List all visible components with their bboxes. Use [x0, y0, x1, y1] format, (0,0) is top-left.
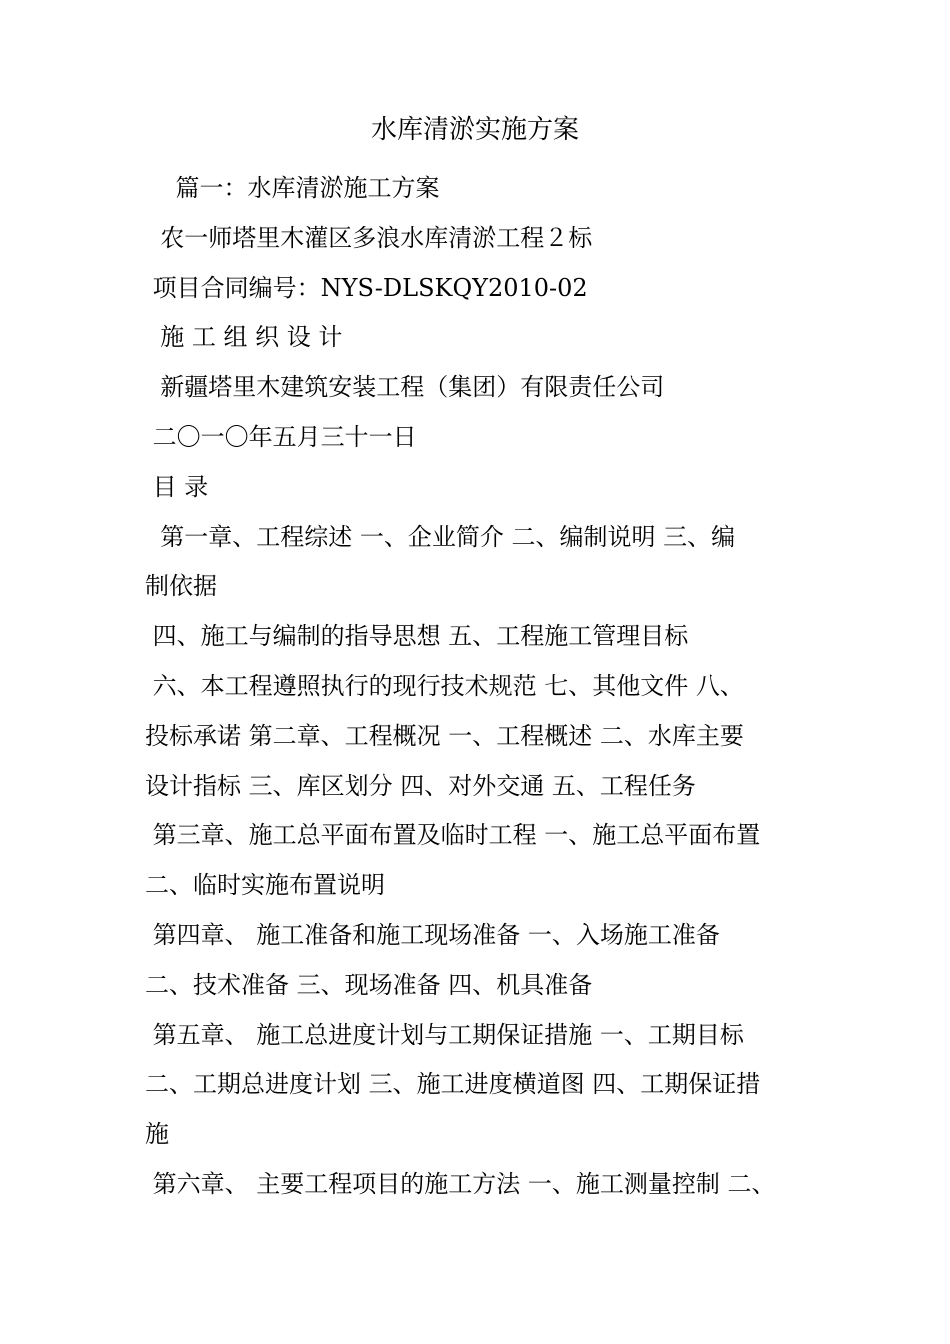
text-line: 第六章、 主要工程项目的施工方法 一、施工测量控制 二、: [145, 1169, 776, 1198]
text-line: 篇一：水库清淤施工方案: [145, 174, 440, 202]
text-line: 第三章、施工总平面布置及临时工程 一、施工总平面布置: [145, 821, 761, 850]
text-line: 二〇一〇年五月三十一日: [145, 422, 417, 451]
text-line: 农一师塔里木灌区多浪水库清淤工程２标: [145, 223, 593, 252]
text-line: 新疆塔里木建筑安装工程（集团）有限责任公司: [145, 373, 665, 402]
text-line: 目 录: [145, 472, 209, 501]
text-line: 项目合同编号：NYS-DLSKQY2010-02: [145, 273, 588, 302]
text-line: 四、施工与编制的指导思想 五、工程施工管理目标: [145, 622, 689, 651]
text-line: 六、本工程遵照执行的现行技术规范 七、其他文件 八、: [145, 671, 744, 700]
text-line: 制依据: [145, 572, 217, 601]
text-line: 施 工 组 织 设 计: [145, 323, 343, 352]
text-line: 第一章、工程综述 一、企业简介 二、编制说明 三、编: [145, 522, 736, 551]
document-body: [145, 164, 815, 1210]
text-line: 二、工期总进度计划 三、施工进度横道图 四、工期保证措: [145, 1070, 761, 1099]
text-line: 施: [145, 1120, 169, 1149]
text-line: 投标承诺 第二章、工程概况 一、工程概述 二、水库主要: [145, 721, 744, 750]
text-line: 第五章、 施工总进度计划与工期保证措施 一、工期目标: [145, 1020, 744, 1049]
document-title: 水库清淤实施方案: [370, 115, 579, 145]
text-line: 二、临时实施布置说明: [145, 871, 385, 900]
text-line: 设计指标 三、库区划分 四、对外交通 五、工程任务: [145, 771, 696, 800]
text-line: 第四章、 施工准备和施工现场准备 一、入场施工准备: [145, 920, 720, 949]
text-line: 二、技术准备 三、现场准备 四、机具准备: [145, 970, 593, 999]
